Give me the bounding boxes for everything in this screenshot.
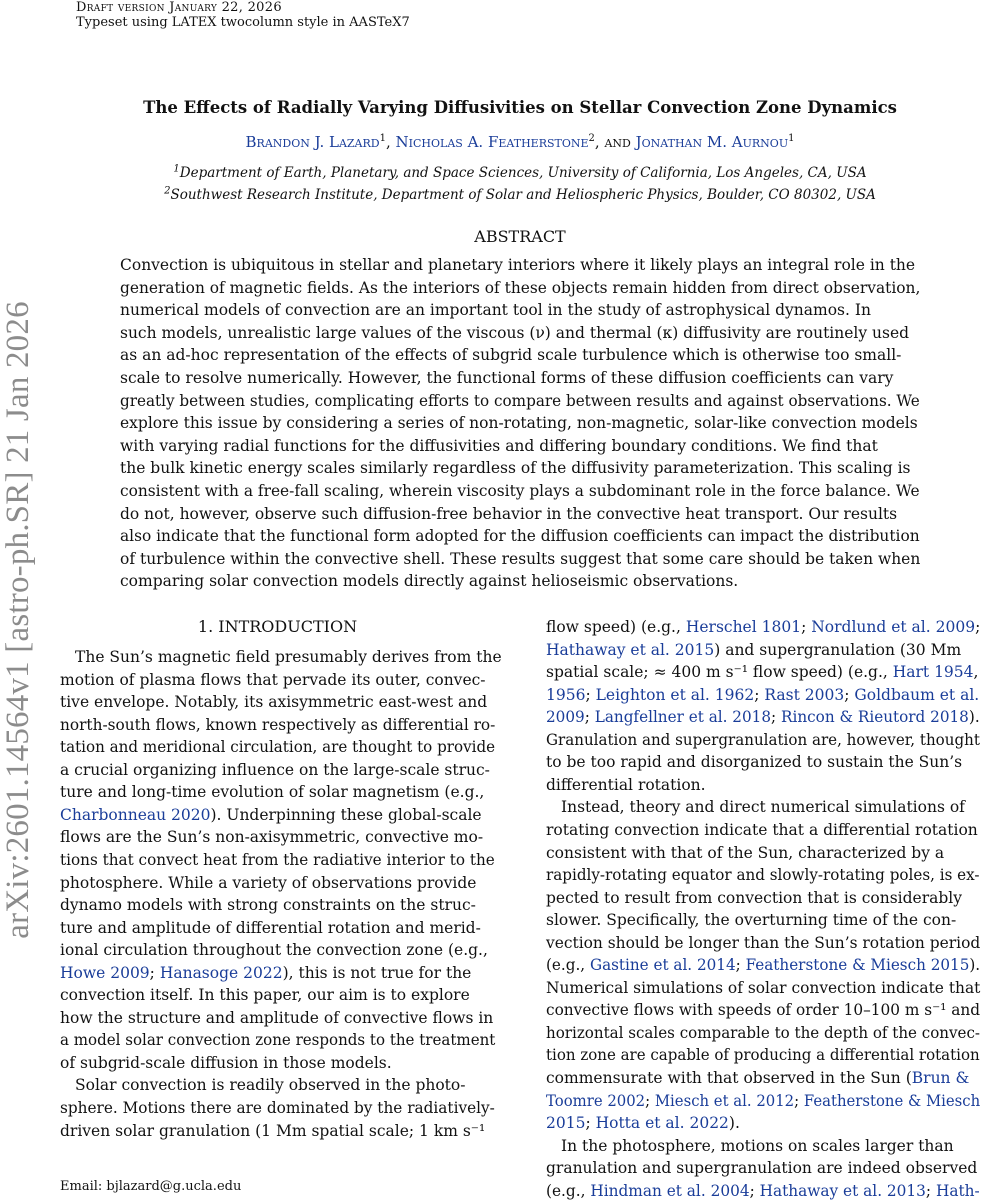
abstract-line: consistent with a free-fall scaling, wherein viscosity plays a subdominant role in the force balance. We [120,482,920,500]
text-run: north-south flows, known respectively as differential ro- [60,715,496,734]
citation-link[interactable]: Hindman et al. 2004 [590,1181,750,1200]
text-run: ture and long-time evolution of solar magnetism (e.g., [60,783,485,802]
text-run: ; [149,963,160,982]
abstract-line: of turbulence within the convective shell. These results suggest that some care should be taken when [120,549,921,568]
text-run: (e.g., [546,1181,591,1200]
affiliation [60,186,980,204]
text-line [60,827,483,847]
text-line [546,910,956,930]
text-run: Solar convection is readily observed in the photo- [75,1076,466,1095]
text-line [75,1075,465,1095]
text-run: driven solar granulation (1 Mm spatial scale; 1 km s⁻¹ [60,1121,486,1140]
text-run: ; [844,685,855,704]
text-run: commensurate with that observed in the Sun ( [546,1069,912,1087]
text-line [546,820,978,840]
author-name[interactable]: Brandon J. Lazard [245,133,380,151]
citation-link[interactable]: 2009 [546,708,585,727]
citation-link[interactable]: Hotta et al. 2022 [595,1114,729,1133]
text-line [60,737,495,757]
text-line [546,685,979,705]
text-line [546,640,961,660]
text-run: ional circulation throughout the convection zone (e.g., [60,941,488,960]
text-line [546,1045,980,1065]
abstract-line: do not, however, observe such diffusion-free behavior in the convective heat transport. Our results [120,504,898,523]
text-line [60,873,476,893]
text-run: ; [645,1091,655,1110]
text-line [546,1091,980,1111]
abstract-line: greatly between studies, complicating efforts to compare between results and against observations. We [120,391,920,410]
text-run: to be too rapid and disorganized to sustain the Sun’s [546,753,963,772]
text-run: tation and meridional circulation, are thought to provide [60,738,496,757]
text-line [60,1053,392,1073]
text-line [60,850,495,870]
text-line [60,918,481,938]
author-aff: 2 [588,133,595,144]
text-line [60,760,490,780]
text-line [546,752,962,772]
abstract-line: as an ad-hoc representation of the effects of subgrid scale turbulence which is otherwise too small- [120,346,902,365]
text-run: sphere. Motions there are dominated by the radiatively- [60,1099,495,1117]
text-run: pected to result from convection that is considerably [546,888,963,907]
citation-link[interactable]: Rast 2003 [764,685,845,704]
citation-link[interactable]: Goldbaum et al. [854,685,980,704]
text-line [546,1158,977,1178]
citation-link[interactable]: Hanasoge 2022 [159,963,283,982]
author-aff: 1 [788,133,795,144]
text-run: tion zone are capable of producing a differential rotation [546,1046,980,1065]
text-run: horizontal scales comparable to the depth of the convec- [546,1023,981,1042]
abstract-line: generation of magnetic fields. As the interiors of these objects remain hidden from direct observation, [120,278,921,297]
citation-link[interactable]: Charbonneau 2020 [60,805,211,824]
citation-link[interactable]: Featherstone & Miesch [803,1091,981,1110]
abstract-line: with varying radial functions for the diffusivities and differing boundary conditions. We find that [120,436,878,455]
text-line [546,1068,969,1088]
text-line [60,1098,495,1118]
text-run: slower. Specifically, the overturning time of the con- [546,911,957,930]
abstract-line: also indicate that the functional form adopted for the diffusion coefficients can impact the distribution [120,527,920,546]
citation-link[interactable]: Herschel 1801 [685,618,802,636]
text-run: , [973,663,979,682]
draft-version: Draft version January 22, 2026 [76,0,282,15]
text-run: ). [728,1114,740,1133]
text-line [546,730,980,750]
text-run: ; [749,1181,760,1200]
text-run: ; [925,1181,936,1200]
citation-link[interactable]: Nordlund et al. 2009 [811,618,976,636]
text-line [60,805,482,825]
arxiv-identifier: arXiv:2601.14564v1 [astro-ph.SR] 21 Jan 2026 [0,301,36,939]
text-run: ) and supergranulation (30 Mm [714,640,962,659]
citation-link[interactable]: Hathaway et al. 2013 [759,1181,926,1200]
text-run: ; [585,1114,596,1133]
text-line [546,662,978,682]
section-heading: 1. INTRODUCTION [197,617,358,636]
abstract-line: numerical models of convection are an important tool in the study of astrophysical dynamos. In [120,301,871,320]
text-run: tions that convect heat from the radiative interior to the [60,850,495,869]
text-line [546,865,980,885]
abstract-line: scale to resolve numerically. However, the functional forms of these diffusion coefficients can vary [120,369,894,387]
text-line [561,797,965,817]
text-run: The Sun’s magnetic field presumably derives from the [75,648,502,666]
text-run: convective flows with speeds of order 10–100 m s⁻¹ and [546,1001,981,1020]
abstract-heading: ABSTRACT [474,227,566,246]
text-line [60,692,487,712]
citation-link[interactable]: Hart 1954 [892,663,974,682]
text-line [60,782,484,802]
author-name[interactable]: Nicholas A. Featherstone [395,133,589,151]
abstract-line: explore this issue by considering a series of non-rotating, non-magnetic, solar-like convection models [120,414,918,433]
text-line [546,1113,740,1133]
citation-link[interactable]: 1956 [546,685,586,704]
citation-link[interactable]: Featherstone & Miesch 2015 [745,956,970,975]
citation-link[interactable]: Toomre 2002 [546,1091,646,1110]
citation-link[interactable]: Gastine et al. 2014 [589,956,736,975]
citation-link[interactable]: Rincon & Rieutord 2018 [781,708,969,727]
text-line [546,888,962,908]
text-run: ). [969,956,981,975]
abstract-line: such models, unrealistic large values of the viscous (ν) and thermal (κ) diffusivity are routinely used [120,323,910,342]
text-run: ture and amplitude of differential rotation and merid- [60,918,481,937]
text-line [546,843,944,863]
affiliation [60,164,980,182]
citation-link[interactable]: Hath- [935,1181,980,1200]
text-line [546,617,980,637]
text-run: ; [584,708,595,727]
text-run: ; [585,685,596,704]
text-line [60,963,471,983]
footnote-email: Email: bjlazard@g.ucla.edu [60,1179,242,1194]
text-run: ). [968,708,980,727]
text-run: spatial scale; ≈ 400 m s⁻¹ flow speed) (e.g., [546,663,893,682]
text-run: how the structure and amplitude of convective flows in [60,1008,494,1027]
text-run: ; [975,618,981,636]
text-run: differential rotation. [546,775,706,794]
text-run: ; [735,956,746,975]
abstract-line: comparing solar convection models directly against helioseismic observations. [120,572,739,591]
arxiv-sidebar [0,260,38,980]
paper-title: The Effects of Radially Varying Diffusivities on Stellar Convection Zone Dynamics [143,98,897,117]
text-run: ). Underpinning these global-scale [210,805,482,824]
text-line [561,1136,954,1156]
text-line [546,955,980,975]
text-line [546,1181,980,1201]
text-line [546,775,706,795]
citation-link[interactable]: Miesch et al. 2012 [654,1091,795,1110]
text-run: photosphere. While a variety of observations provide [60,873,477,892]
text-run: motion of plasma flows that pervade its outer, convec- [60,670,486,689]
text-run: consistent with that of the Sun, characterized by a [546,843,945,862]
citation-link[interactable]: Brun & [911,1069,970,1087]
text-run: granulation and supergranulation are indeed observed [546,1159,978,1178]
citation-link[interactable]: Hathaway et al. 2015 [546,640,715,659]
text-line [60,1030,495,1050]
text-line [60,1008,493,1028]
affiliation-number: 2 [164,185,171,197]
text-run: Numerical simulations of solar convection indicate that [546,978,981,997]
citation-link[interactable]: Leighton et al. 1962 [595,685,755,704]
abstract-line: the bulk kinetic energy scales similarly regardless of the diffusivity parameterization. This scaling is [120,459,911,478]
text-run: Instead, theory and direct numerical simulations of [561,798,965,817]
text-run: ; [794,1091,804,1110]
text-run: ; [801,618,812,636]
text-run: flows are the Sun’s non-axisymmetric, convective mo- [60,828,484,847]
text-run: ), this is not true for the [282,963,472,982]
text-line [546,978,980,998]
text-line [60,670,486,690]
text-line [546,933,980,953]
author-list: Brandon J. Lazard$^1$, Nicholas A. Featherstone$^2$, and Jonathan M. Aurnou$^1$ [245,133,795,151]
text-run: vection should be longer than the Sun’s rotation period [546,933,981,952]
text-run: rapidly-rotating equator and slowly-rotating poles, is ex- [546,866,980,885]
author-joiner: and [604,133,631,151]
text-run: tive envelope. Notably, its axisymmetric east-west and [60,693,488,712]
text-line [60,715,495,735]
author-aff: 1 [379,133,386,144]
text-line [546,1023,980,1043]
abstract-line: Convection is ubiquitous in stellar and planetary interiors where it likely plays an integral role in the [120,256,916,274]
text-line [60,895,476,915]
text-line [546,1000,980,1020]
text-run: (e.g., [546,956,590,975]
text-run: ; [771,708,782,727]
citation-link[interactable]: Howe 2009 [60,963,150,982]
text-run: convection itself. In this paper, our aim is to explore [60,986,470,1005]
text-run: In the photosphere, motions on scales larger than [561,1136,954,1155]
affiliation-number: 1 [173,163,180,175]
text-line [546,707,980,727]
author-name[interactable]: Jonathan M. Aurnou [635,133,789,151]
citation-link[interactable]: 2015 [546,1114,586,1133]
text-run: dynamo models with strong constraints on the struc- [60,896,476,915]
text-line [60,1121,485,1141]
affiliation-text: Southwest Research Institute, Department of Solar and Heliospheric Physics, Boulder, CO 80302, USA [170,187,876,203]
text-line [60,940,488,960]
text-line [60,985,470,1005]
affiliation-text: Department of Earth, Planetary, and Space Sciences, University of California, Los Angeles, CA, USA [179,165,867,181]
text-run: of subgrid-scale diffusion in those models. [60,1053,392,1072]
citation-link[interactable]: Langfellner et al. 2018 [594,708,772,727]
typeset-note: Typeset using LATEX twocolumn style in AASTeX7 [76,15,410,30]
text-run: rotating convection indicate that a differential rotation [546,820,978,839]
text-run: flow speed) (e.g., [546,618,686,636]
text-run: Granulation and supergranulation are, however, thought [546,730,980,749]
text-line [75,647,502,667]
text-run: a crucial organizing influence on the large-scale struc- [60,760,490,779]
text-run: ; [754,685,765,704]
text-run: a model solar convection zone responds to the treatment [60,1031,496,1050]
